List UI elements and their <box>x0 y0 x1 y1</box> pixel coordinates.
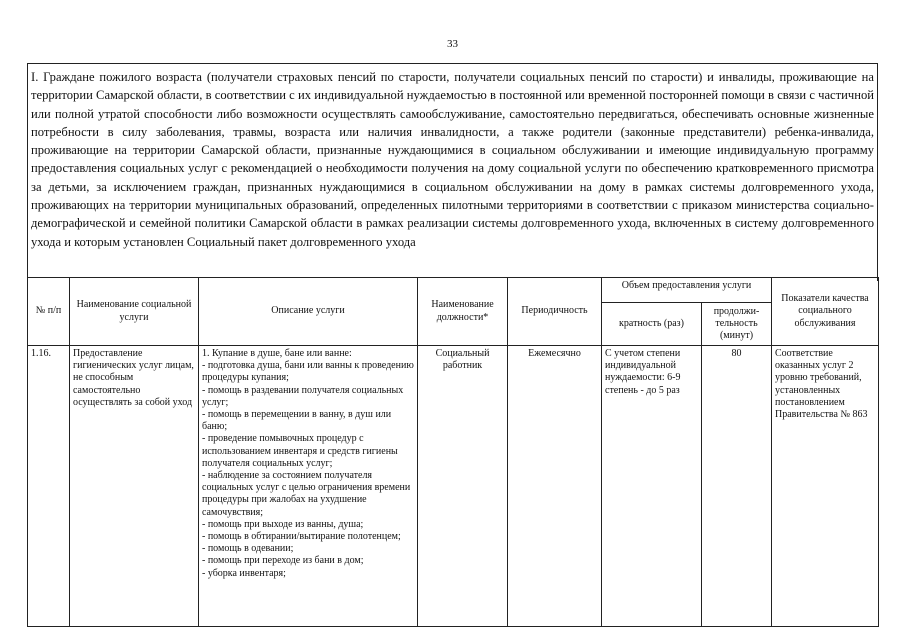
description-line: - помощь при выходе из ванны, душа; <box>202 518 364 530</box>
description-line: - помощь при переходе из бани в дом; <box>202 555 364 567</box>
row-position: Социальный работник <box>418 346 508 627</box>
description-line: - помощь в одевании; <box>202 543 294 555</box>
description-line: - проведение помывочных процедур с использованием инвентаря и средств гигиены получателя социальных услуг; <box>202 433 398 469</box>
row-num: 1.16. <box>28 346 70 627</box>
services-table <box>27 277 879 627</box>
header-name: Наименование социальной услуги <box>70 278 199 346</box>
description-line: - наблюдение за состоянием получателя социальных услуг с целью ограничения времени процедуры при жалобах на ухудшение самочувствия; <box>202 470 411 518</box>
description-line: - помощь в перемещении в ванну, в душ или баню; <box>202 409 392 433</box>
description-line: 1. Купание в душе, бане или ванне: <box>202 348 352 359</box>
category-heading: I. Граждане пожилого возраста (получатели страховых пенсий по старости, получатели социальных пенсий по старости) и инвалиды, проживающие на территории Самарской области, в соответствии с их индивидуальной нуждаемостью в постоянной или временной посторонней помощи в связи с частичной или полной утратой способности либо возможности осуществлять самообслуживание, самостоятельно передвигаться, обеспечивать основные жизненные потребности в силу заболевания, травмы, возраста или наличия инвалидности, а также родители (законные представители) ребенка-инвалида, проживающие на территории Самарской области, признанные нуждающимися в социальном обслуживании и имеющие индивидуальную программу предоставления социальных услуг с рекомендацией о необходимости получения на дому социальной услуги по обеспечению кратковременного присмотра за детьми, за исключением граждан, признанных нуждающимися в социальном обслуживании на дому в рамках системы долговременного ухода, проживающих на территории муниципальных образований, определенных пилотными территориями в соответствии с приказом министерства социально-демографической и семейной политики Самарской области в рамках реализации системы долговременного ухода, включенных в систему долговременного ухода и которым установлен Социальный пакет долговременного ухода <box>27 63 878 281</box>
header-description: Описание услуги <box>199 278 418 346</box>
description-line: - подготовка душа, бани или ванны к проведению процедуры купания; <box>202 360 414 384</box>
header-duration: продолжи-тельность (минут) <box>702 303 772 346</box>
description-list <box>202 348 414 580</box>
description-line: - помощь в раздевании получателя социальных услуг; <box>202 384 404 408</box>
row-quality: Соответствие оказанных услуг 2 уровню требований, установленных постановлением Правительства № 863 <box>772 346 879 627</box>
row-periodicity: Ежемесячно <box>508 346 602 627</box>
header-position: Наименование должности* <box>418 278 508 346</box>
row-description <box>199 346 418 627</box>
description-line: - помощь в обтирании/вытирание полотенцем; <box>202 531 401 543</box>
page-number: 33 <box>447 38 458 50</box>
header-frequency: кратность (раз) <box>602 303 702 346</box>
table-row <box>28 346 879 627</box>
header-volume: Объем предоставления услуги <box>602 278 772 303</box>
description-line: - уборка инвентаря; <box>202 567 286 579</box>
header-num: № п/п <box>28 278 70 346</box>
row-duration: 80 <box>702 346 772 627</box>
row-frequency: С учетом степени индивидуальной нуждаемости: 6-9 степень - до 5 раз <box>602 346 702 627</box>
header-quality: Показатели качества социального обслуживания <box>772 278 879 346</box>
header-periodicity: Периодичность <box>508 278 602 346</box>
row-service-name: Предоставление гигиенических услуг лицам, не способным самостоятельно осуществлять за собой уход <box>70 346 199 627</box>
